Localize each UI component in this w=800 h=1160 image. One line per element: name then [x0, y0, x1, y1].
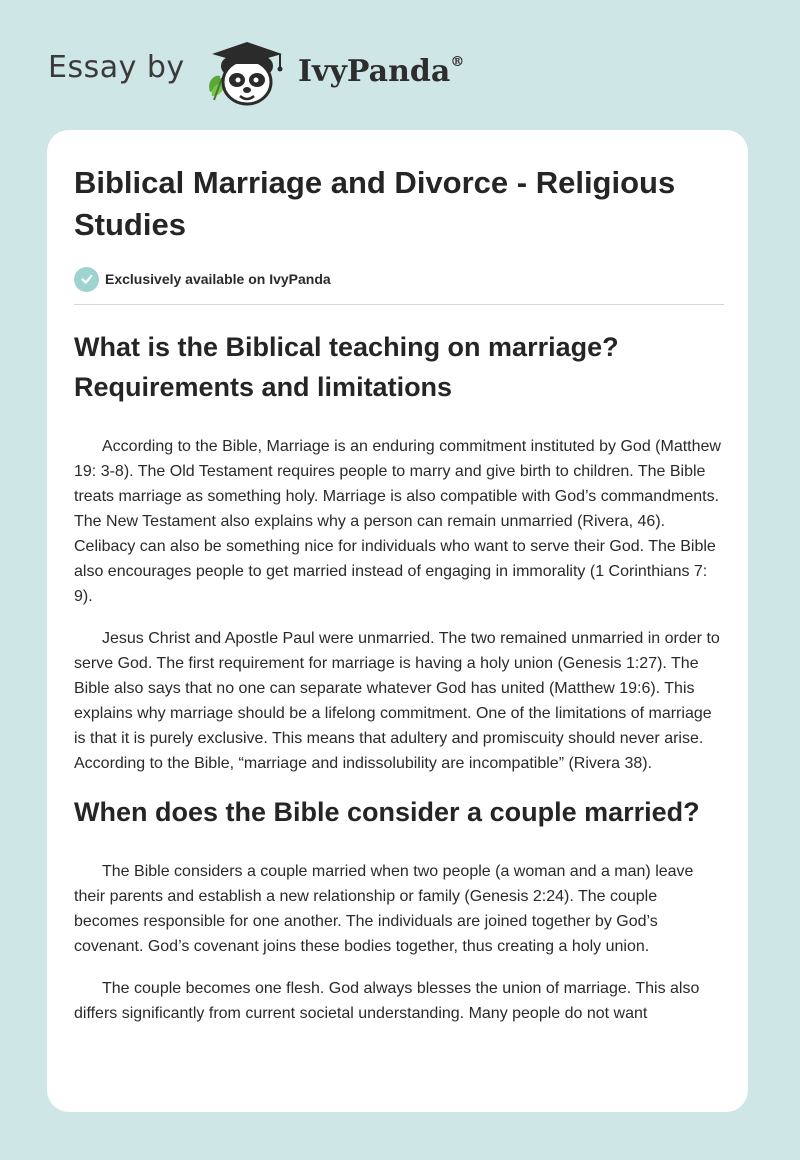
paragraph: The Bible considers a couple married when two people (a woman and a man) leave their parents and establish a new relationship or family (Genesis 2:24). The couple becomes responsible for one another. The individuals are joined together by God’s covenant. God’s covenant joins these bodies together, thus creating a holy union.	[74, 863, 694, 955]
brand-name[interactable]	[298, 54, 464, 89]
section-heading: What is the Biblical teaching on marriage? Requirements and limitations	[74, 332, 619, 402]
essay-by-label: Essay by	[48, 50, 185, 85]
section-heading: When does the Bible consider a couple married?	[74, 797, 700, 827]
divider	[74, 304, 724, 305]
paragraph: Jesus Christ and Apostle Paul were unmarried. The two remained unmarried in order to serve God. The first requirement for marriage is having a holy union (Genesis 1:27). The Bible also says that no one can separate whatever God has united (Matthew 19:6). This explains why marriage should be a lifelong commitment. One of the limitations of marriage is that it is purely exclusive. This means that adultery and promiscuity should never arise. According to the Bible, “marriage and indissolubility are incompatible” (Rivera 38).	[74, 630, 720, 772]
essay-content	[74, 162, 724, 1026]
brand-label: IvyPanda	[298, 54, 451, 89]
registered-mark: ®	[450, 54, 465, 70]
paragraph: According to the Bible, Marriage is an enduring commitment instituted by God (Matthew 19: 3-8). The Old Testament requires people to marry and give birth to children. The Bible treats marriage as something holy. Marriage is also compatible with God’s commandments. The New Testament also explains why a person can remain unmarried (Rivera, 46). Celibacy can also be something nice for individuals who want to serve their God. The Bible also encourages people to get married instead of engaging in immorality (1 Corinthians 7: 9).	[74, 438, 721, 605]
site-header	[0, 0, 800, 120]
exclusive-label: Exclusively available on IvyPanda	[105, 271, 331, 287]
panda-logo-icon[interactable]	[202, 36, 292, 110]
essay-card	[47, 130, 748, 1112]
exclusive-badge	[74, 266, 724, 292]
paragraph: The couple becomes one flesh. God always blesses the union of marriage. This also differs significantly from current societal understanding. Many people do not want	[74, 980, 700, 1022]
check-icon	[74, 267, 99, 292]
essay-title: Biblical Marriage and Divorce - Religious Studies	[74, 165, 676, 242]
